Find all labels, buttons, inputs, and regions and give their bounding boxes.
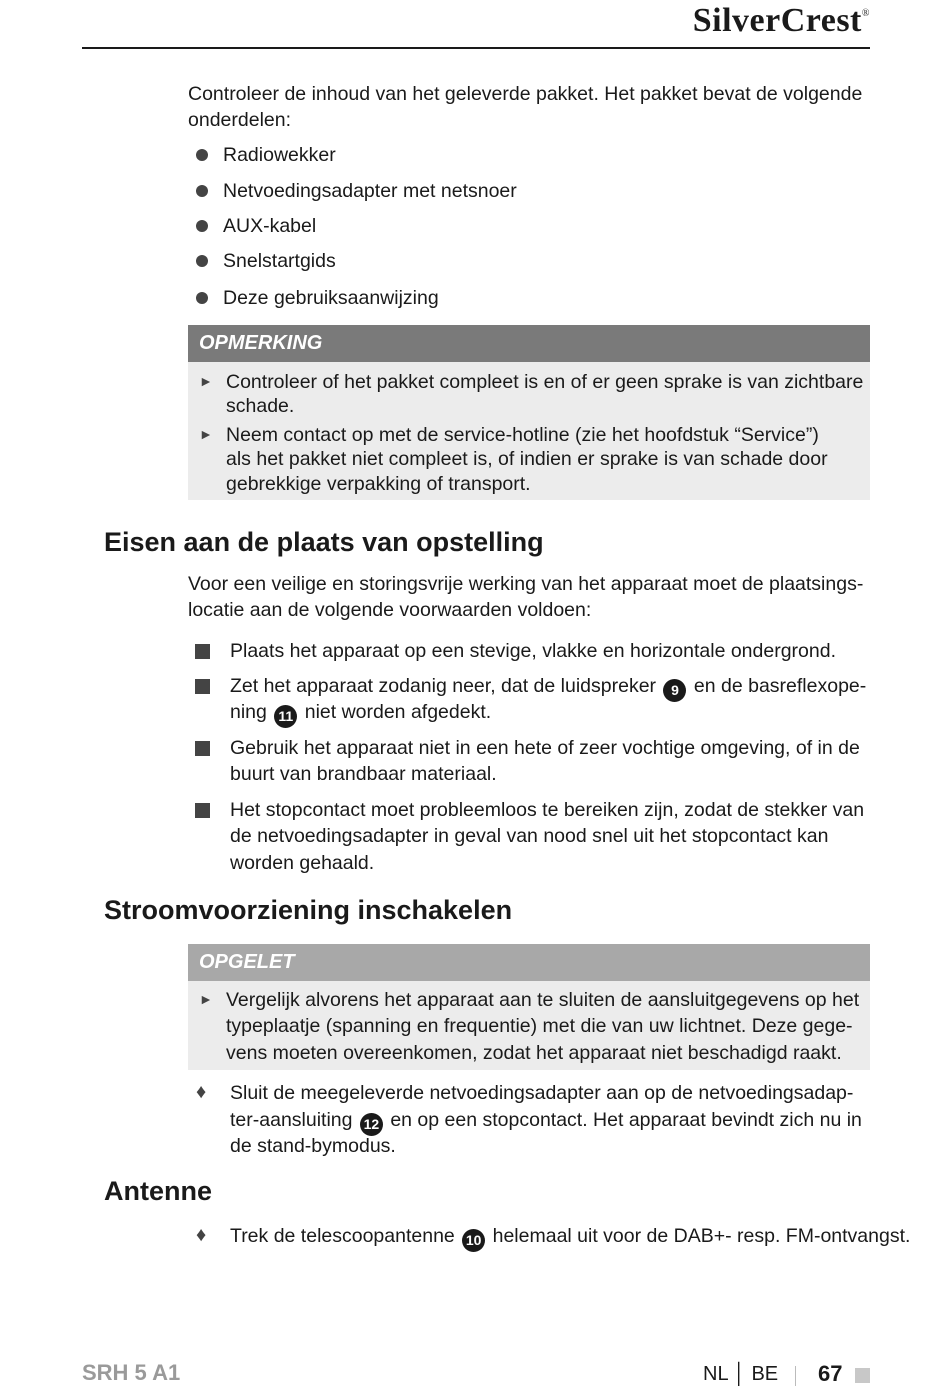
footer-divider	[795, 1366, 796, 1386]
footer-square-icon	[855, 1368, 870, 1383]
note-item-2-line-3: gebrekkige verpakking of transport.	[226, 473, 531, 495]
bullet-dot-icon	[196, 255, 208, 267]
placement-item-2-line-1: Zet het apparaat zodanig neer, dat de luidspreker 9 en de basreflexope-	[230, 673, 866, 702]
footer-model: SRH 5 A1	[82, 1360, 181, 1385]
placement-item-2-line-2: ning 11 niet worden afgedekt.	[230, 699, 491, 728]
section-heading-power: Stroomvoorziening inschakelen	[104, 895, 513, 925]
bullet-dot-icon	[196, 149, 208, 161]
power-step-line-1: Sluit de meegeleverde netvoedingsadapter aan op de netvoedingsadap-	[230, 1082, 854, 1104]
brand-logo: SilverCrest®	[692, 2, 870, 39]
power-step-line-2: ter-aansluiting 12 en op een stopcontact. Het apparaat bevindt zich nu in	[230, 1107, 862, 1136]
placement-item-3-line-1: Gebruik het apparaat niet in een hete of zeer vochtige omgeving, of in de	[230, 737, 860, 759]
section-heading-placement: Eisen aan de plaats van opstelling	[104, 527, 544, 557]
note-item-2-line-2: als het pakket niet compleet is, of indien er sprake is van schade door	[226, 448, 828, 470]
list-item: Netvoedingsadapter met netsnoer	[223, 180, 517, 202]
placement-item-4-line-1: Het stopcontact moet probleemloos te bereiken zijn, zodat de stekker van	[230, 799, 865, 821]
bullet-square-icon	[195, 644, 210, 659]
caution-line-3: vens moeten overeenkomen, zodat het apparaat niet beschadigd raakt.	[226, 1042, 842, 1064]
header-rule	[82, 47, 870, 49]
intro-line-1: Controleer de inhoud van het geleverde pakket. Het pakket bevat de volgende	[188, 83, 863, 105]
intro-line-2: onderdelen:	[188, 109, 292, 131]
note-item-1-line-1: Controleer of het pakket compleet is en of er geen sprake is van zichtbare	[226, 371, 864, 393]
placement-intro-line-2: locatie aan de volgende voorwaarden voldoen:	[188, 599, 592, 621]
bullet-dot-icon	[196, 185, 208, 197]
placement-item-3-line-2: buurt van brandbaar materiaal.	[230, 763, 497, 785]
caution-line-1: Vergelijk alvorens het apparaat aan te sluiten de aansluitgegevens op het	[226, 989, 860, 1011]
diamond-bullet-icon: ♦	[196, 1081, 207, 1103]
bullet-dot-icon	[196, 292, 208, 304]
placement-intro-line-1: Voor een veilige en storingsvrije werking van het apparaat moet de plaatsings-	[188, 573, 864, 595]
arrow-right-icon: ►	[199, 373, 213, 389]
reference-number-badge: 9	[663, 679, 686, 702]
page-number: 67	[818, 1361, 843, 1386]
note-box-header: OPMERKING	[188, 325, 870, 362]
placement-item-1: Plaats het apparaat op een stevige, vlakke en horizontale ondergrond.	[230, 640, 836, 662]
bullet-dot-icon	[196, 220, 208, 232]
section-heading-antenna: Antenne	[104, 1176, 212, 1206]
reference-number-badge: 10	[462, 1229, 485, 1252]
power-step-line-3: de stand-bymodus.	[230, 1135, 396, 1157]
arrow-right-icon: ►	[199, 426, 213, 442]
reference-number-badge: 11	[274, 705, 297, 728]
note-item-2-line-1: Neem contact op met de service-hotline (zie het hoofdstuk “Service”)	[226, 424, 819, 446]
bullet-square-icon	[195, 741, 210, 756]
reference-number-badge: 12	[360, 1113, 383, 1136]
bullet-square-icon	[195, 679, 210, 694]
antenna-step: Trek de telescoopantenne 10 helemaal uit voor de DAB+- resp. FM-ontvangst.	[230, 1223, 910, 1252]
list-item: AUX-kabel	[223, 215, 317, 237]
arrow-right-icon: ►	[199, 991, 213, 1007]
caution-box-header: OPGELET	[188, 944, 870, 981]
diamond-bullet-icon: ♦	[196, 1224, 207, 1246]
list-item: Deze gebruiksaanwijzing	[223, 287, 439, 309]
bullet-square-icon	[195, 803, 210, 818]
placement-item-4-line-2: de netvoedingsadapter in geval van nood snel uit het stopcontact kan	[230, 825, 829, 847]
note-item-1-line-2: schade.	[226, 395, 295, 417]
list-item: Snelstartgids	[223, 250, 336, 272]
list-item: Radiowekker	[223, 144, 336, 166]
footer-language: NL │ BE	[703, 1363, 779, 1385]
placement-item-4-line-3: worden gehaald.	[230, 852, 375, 874]
caution-line-2: typeplaatje (spanning en frequentie) met die van uw lichtnet. Deze gege-	[226, 1015, 853, 1037]
